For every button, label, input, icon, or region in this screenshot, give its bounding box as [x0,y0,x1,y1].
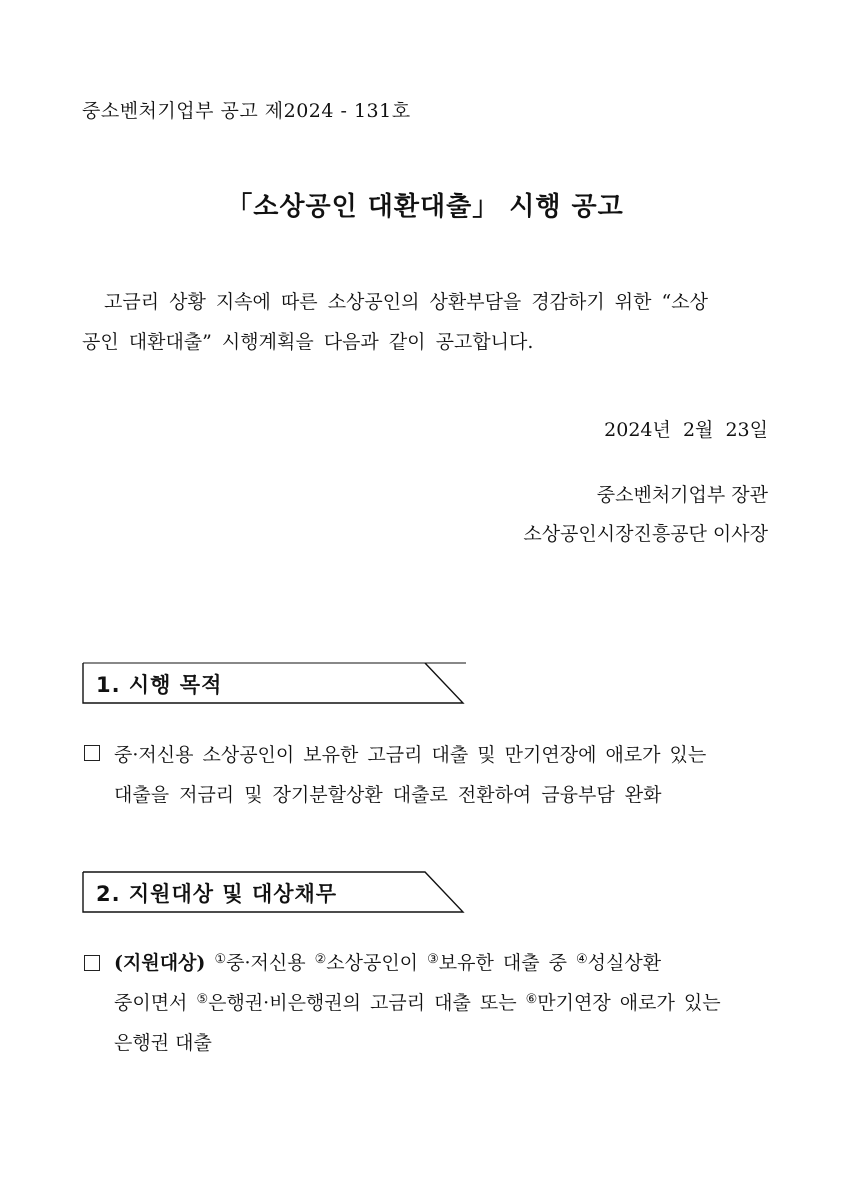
circled-number: ④ [575,952,588,967]
document-title: 「소상공인 대환대출」 시행 공고 [226,192,624,222]
signatory-minister: 중소벤처기업부 장관 [596,484,768,506]
criterion-text: 소상공인이 [326,952,428,974]
section-1-item-line-1: 중·저신용 소상공인이 보유한 고금리 대출 및 만기연장에 애로가 있는 [114,744,707,766]
section-2-item-line-3: 은행권 대출 [114,1032,212,1054]
circled-number: ① [214,952,227,967]
criterion-text: 중·저신용 [226,952,315,974]
section-1-heading-box [82,662,464,704]
section-2-title: 2. 지원대상 및 대상채무 [96,882,338,906]
section-1-item-line-2: 대출을 저금리 및 장기분할상환 대출로 전환하여 금융부담 완화 [114,784,662,806]
section-2-item-line-2 [114,988,721,1015]
notice-number: 중소벤처기업부 공고 제2024 - 131호 [82,100,411,122]
intro-line-2: 공인 대환대출” 시행계획을 다음과 같이 공고합니다. [82,331,534,353]
criterion-text: 보유한 대출 중 [438,952,576,974]
bullet-box [84,745,100,761]
section-2-item-line-1 [114,948,661,975]
support-target-label: (지원대상) [114,952,206,974]
notice-date: 2024년 2월 23일 [604,419,768,441]
section-1-title: 1. 시행 목적 [96,673,223,697]
circled-number: ③ [427,952,439,967]
intro-line-1: 고금리 상황 지속에 따른 소상공인의 상환부담을 경감하기 위한 “소상 [104,291,708,313]
signatory-agency-head: 소상공인시장진흥공단 이사장 [523,523,768,545]
criterion-text: 은행권·비은행권의 고금리 대출 또는 [208,992,526,1014]
section-2-heading-box [82,871,464,913]
circled-number: ② [314,952,327,967]
circled-number: ⑤ [196,992,209,1007]
criterion-text: 성실상환 [587,952,662,974]
bullet-box [84,955,100,971]
criterion-text: 중이면서 [114,992,197,1014]
circled-number: ⑥ [525,992,538,1007]
criterion-text: 만기연장 애로가 있는 [537,992,721,1014]
